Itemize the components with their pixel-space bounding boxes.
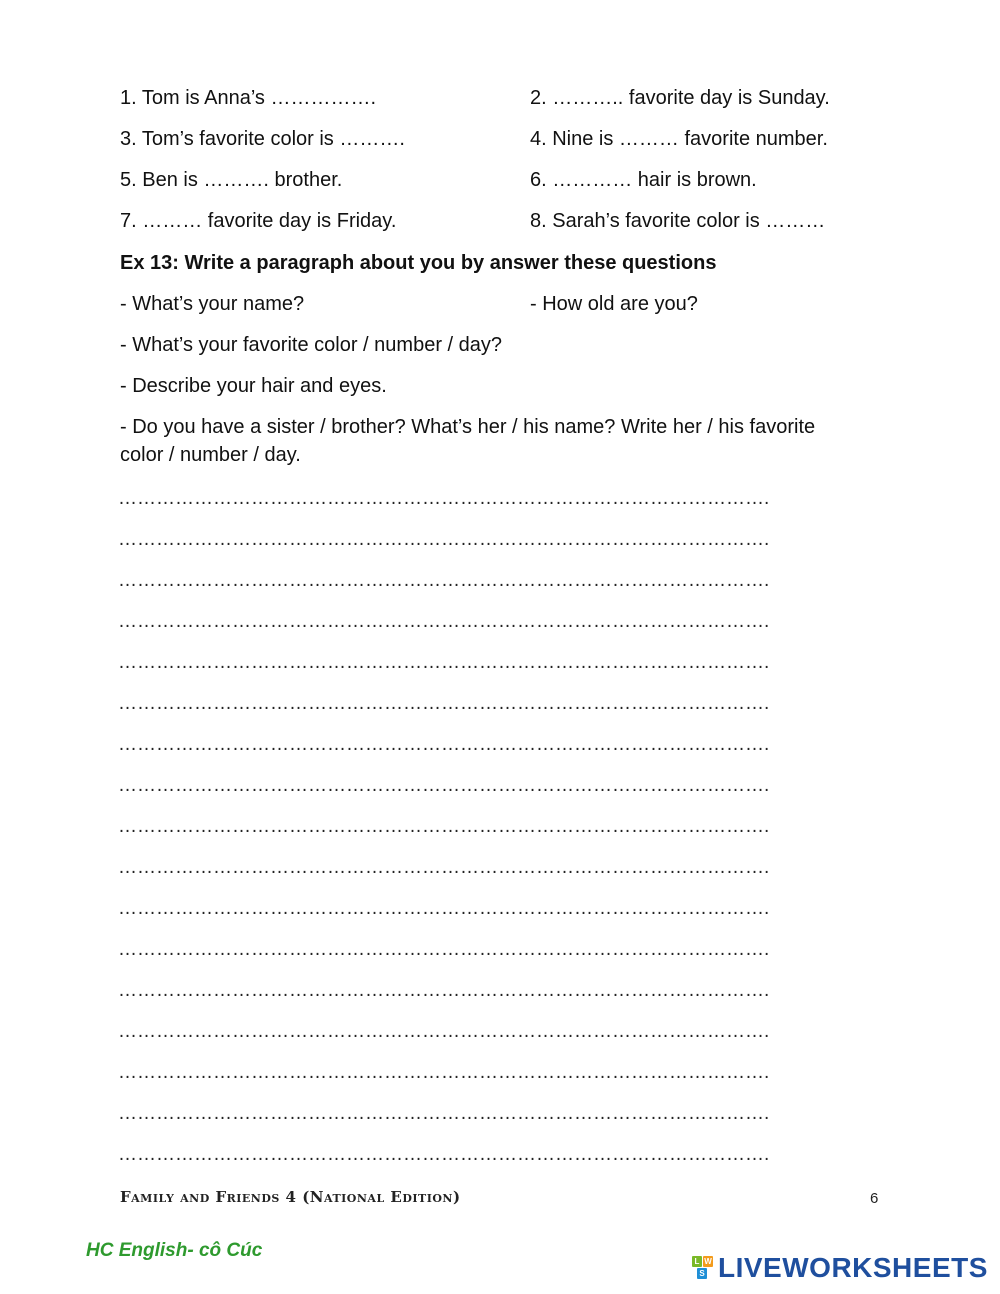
page-number: 6 [870,1190,879,1207]
liveworksheets-blocks-icon [692,1256,714,1280]
answer-line[interactable]: …………………………………………………………………………………………. [118,898,770,919]
question-favorite: - What’s your favorite color / number / day? [120,334,503,356]
book-title: Family and Friends 4 (National Edition) [120,1188,461,1206]
answer-line[interactable]: …………………………………………………………………………………………. [118,980,770,1001]
question-sibling: - Do you have a sister / brother? What’s her / his name? Write her / his favorite color / number / day. [120,416,816,466]
question-age: - How old are you? [530,293,698,315]
sentence-6: 6. ………… hair is brown. [530,169,757,191]
exercise-13-heading: Ex 13: Write a paragraph about you by answer these questions [120,252,717,274]
sentence-1: 1. Tom is Anna’s ……………. [120,87,377,109]
answer-line[interactable]: …………………………………………………………………………………………. [118,693,770,714]
sentence-7: 7. ……… favorite day is Friday. [120,210,397,232]
answer-line[interactable]: …………………………………………………………………………………………. [118,611,770,632]
question-hair-eyes: - Describe your hair and eyes. [120,375,387,397]
liveworksheets-logo[interactable] [692,1254,988,1282]
sentence-4: 4. Nine is ……… favorite number. [530,128,828,150]
answer-line[interactable]: …………………………………………………………………………………………. [118,734,770,755]
answer-line[interactable]: …………………………………………………………………………………………. [118,857,770,878]
logo-block-w: W [704,1257,712,1266]
answer-line[interactable]: …………………………………………………………………………………………. [118,488,770,509]
exercise-row [120,206,880,236]
answer-line[interactable]: …………………………………………………………………………………………. [118,529,770,550]
answer-line[interactable]: …………………………………………………………………………………………. [118,1144,770,1165]
author-brand: HC English- cô Cúc [86,1240,263,1261]
question-name: - What’s your name? [120,293,305,315]
exercise-row [120,165,880,195]
logo-block-l: L [692,1256,702,1267]
answer-line[interactable]: …………………………………………………………………………………………. [118,570,770,591]
sentence-5: 5. Ben is ………. brother. [120,169,343,191]
question-row [120,289,880,319]
liveworksheets-wordmark: LIVEWORKSHEETS [718,1252,988,1283]
sentence-3: 3. Tom’s favorite color is ………. [120,128,405,150]
exercise-row [120,83,880,113]
answer-line[interactable]: …………………………………………………………………………………………. [118,816,770,837]
answer-line[interactable]: …………………………………………………………………………………………. [118,939,770,960]
answer-line[interactable]: …………………………………………………………………………………………. [118,652,770,673]
logo-block-s: S [697,1268,707,1279]
exercise-row [120,124,880,154]
sentence-8: 8. Sarah’s favorite color is ……… [530,210,826,232]
answer-line[interactable]: …………………………………………………………………………………………. [118,1062,770,1083]
answer-line[interactable]: …………………………………………………………………………………………. [118,1021,770,1042]
sentence-2: 2. ……….. favorite day is Sunday. [530,87,830,109]
answer-line[interactable]: …………………………………………………………………………………………. [118,1103,770,1124]
answer-line[interactable]: …………………………………………………………………………………………. [118,775,770,796]
